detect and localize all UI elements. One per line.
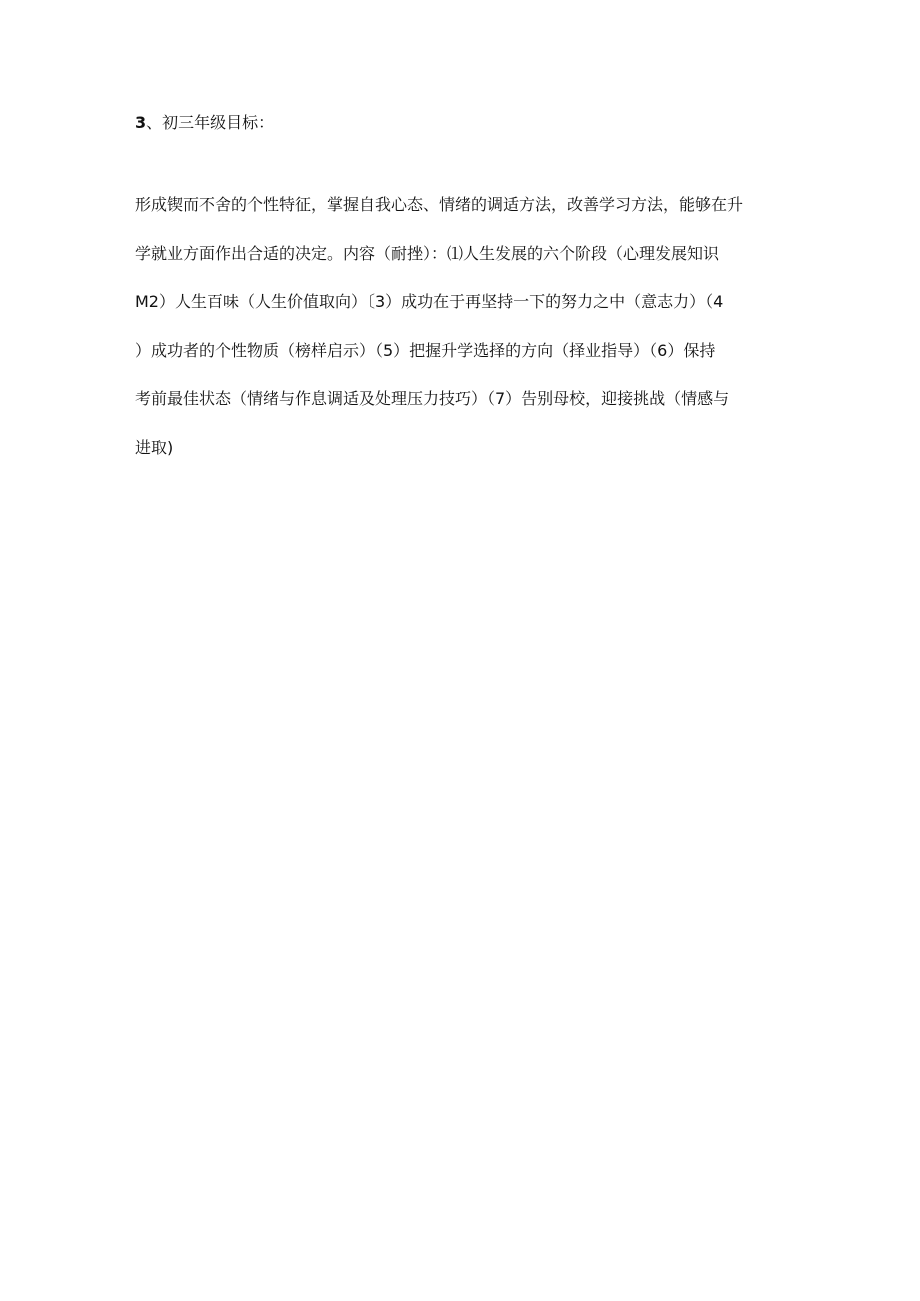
section-title: 、初三年级目标： — [146, 113, 275, 132]
section-number: 3 — [135, 113, 147, 132]
paragraph-line-1: 形成锲而不舍的个性特征，掌握自我心态、情绪的调适方法，改善学习方法，能够在升 — [135, 195, 744, 214]
paragraph-line-4: ）成功者的个性物质（榜样启示）（5）把握升学选择的方向（择业指导）（6）保持 — [135, 340, 716, 360]
paragraph-line-6: 进取) — [135, 437, 174, 457]
paragraph — [135, 190, 795, 481]
paragraph-line-3: M2）人生百味（人生价值取向）〔3）成功在于再坚持一下的努力之中（意志力）（4 — [135, 292, 724, 311]
section-heading — [135, 110, 274, 136]
paragraph-line-5: 考前最佳状态（情绪与作息调适及处理压力技巧）（7）告别母校，迎接挑战（情感与 — [135, 389, 730, 408]
paragraph-line-2: 学就业方面作出合适的决定。内容（耐挫）：⑴人生发展的六个阶段（心理发展知识 — [135, 243, 720, 263]
